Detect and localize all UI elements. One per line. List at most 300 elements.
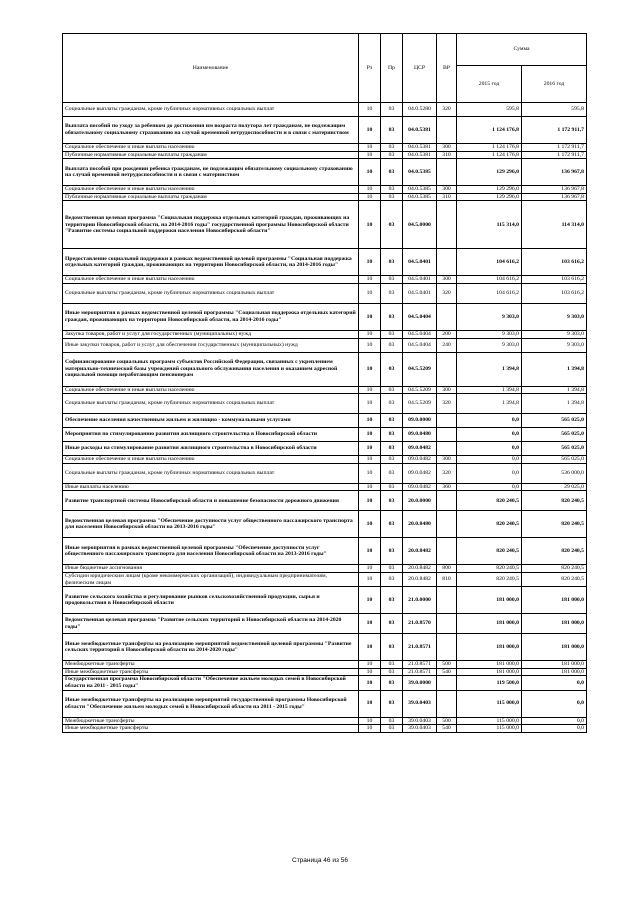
cell-s2016: 0,0 xyxy=(522,725,587,733)
cell-vr xyxy=(437,587,457,614)
cell-name: Развитие транспортной системы Новосибирской области и повышение безопасности дорожного движения xyxy=(63,491,359,511)
header-vr: ВР xyxy=(437,34,457,103)
cell-rz: 10 xyxy=(359,634,381,661)
table-row xyxy=(63,511,587,538)
cell-s2016: 181 000,0 xyxy=(522,614,587,634)
cell-csr: 04.0.5280 xyxy=(403,103,437,117)
cell-csr: 39.0.0000 xyxy=(403,676,437,690)
cell-csr: 09.0.0482 xyxy=(403,442,437,456)
cell-name: Социальные выплаты гражданам, кроме публичных нормативных социальных выплат xyxy=(63,103,359,117)
cell-s2015: 9 303,0 xyxy=(457,338,522,352)
cell-csr: 04.0.5381 xyxy=(403,144,437,152)
cell-pr: 03 xyxy=(381,491,403,511)
cell-vr: 500 xyxy=(437,717,457,725)
cell-pr: 03 xyxy=(381,283,403,303)
table-row xyxy=(63,668,587,676)
cell-vr: 310 xyxy=(437,151,457,159)
cell-vr: 300 xyxy=(437,186,457,194)
cell-pr: 03 xyxy=(381,352,403,386)
table-row xyxy=(63,117,587,144)
cell-rz: 10 xyxy=(359,511,381,538)
cell-pr: 03 xyxy=(381,463,403,483)
cell-s2016: 103 616,2 xyxy=(522,283,587,303)
cell-rz: 10 xyxy=(359,717,381,725)
cell-pr: 03 xyxy=(381,511,403,538)
cell-rz: 10 xyxy=(359,394,381,414)
table-row xyxy=(63,634,587,661)
cell-s2015: 820 240,5 xyxy=(457,572,522,586)
cell-s2015: 1 394,8 xyxy=(457,394,522,414)
cell-s2015: 9 303,0 xyxy=(457,330,522,338)
cell-csr: 39.0.0403 xyxy=(403,690,437,717)
table-row xyxy=(63,428,587,442)
cell-rz: 10 xyxy=(359,151,381,159)
cell-csr: 04.5.0404 xyxy=(403,330,437,338)
cell-vr: 810 xyxy=(437,572,457,586)
cell-rz: 10 xyxy=(359,456,381,464)
cell-rz: 10 xyxy=(359,538,381,565)
cell-rz: 10 xyxy=(359,303,381,330)
cell-pr: 03 xyxy=(381,668,403,676)
table-row xyxy=(63,491,587,511)
cell-s2016: 136 967,8 xyxy=(522,186,587,194)
cell-name: Софинансирование социальных программ субъектов Российской Федерации, связанных с укреплением материально-технической базы учреждений социального обслуживания населения и оказанием адресной социальной помощи неработающим пенсионерам xyxy=(63,352,359,386)
cell-name: Социальные выплаты гражданам, кроме публичных нормативных социальных выплат xyxy=(63,283,359,303)
cell-pr: 03 xyxy=(381,414,403,428)
table-row xyxy=(63,456,587,464)
cell-s2016: 181 000,0 xyxy=(522,634,587,661)
cell-csr: 20.0.8480 xyxy=(403,511,437,538)
cell-vr xyxy=(437,538,457,565)
cell-s2015: 0,0 xyxy=(457,414,522,428)
cell-s2016: 565 025,0 xyxy=(522,428,587,442)
cell-rz: 10 xyxy=(359,491,381,511)
cell-s2016: 9 303,0 xyxy=(522,303,587,330)
cell-csr: 04.0.5385 xyxy=(403,186,437,194)
cell-s2015: 0,0 xyxy=(457,428,522,442)
cell-vr xyxy=(437,303,457,330)
cell-s2016: 103 616,2 xyxy=(522,276,587,284)
cell-s2015: 820 240,5 xyxy=(457,565,522,573)
cell-csr: 20.0.8482 xyxy=(403,538,437,565)
cell-name: Выплата пособий при рождении ребенка гражданам, не подлежащим обязательному социальному страхованию на случай временной нетрудоспособности и в связи с материнством xyxy=(63,159,359,186)
cell-csr: 21.0.0000 xyxy=(403,587,437,614)
cell-csr: 04.0.5381 xyxy=(403,151,437,159)
table-row xyxy=(63,276,587,284)
cell-vr xyxy=(437,414,457,428)
cell-csr: 04.5.5209 xyxy=(403,386,437,394)
cell-rz: 10 xyxy=(359,690,381,717)
table-row xyxy=(63,201,587,249)
cell-s2015: 129 296,0 xyxy=(457,186,522,194)
cell-s2015: 115 000,0 xyxy=(457,725,522,733)
cell-s2016: 136 967,8 xyxy=(522,193,587,201)
cell-s2015: 820 240,5 xyxy=(457,491,522,511)
table-row xyxy=(63,572,587,586)
cell-csr: 04.5.0404 xyxy=(403,338,437,352)
header-name: Наименование xyxy=(63,34,359,103)
cell-s2015: 1 124 176,8 xyxy=(457,117,522,144)
cell-s2016: 181 000,0 xyxy=(522,587,587,614)
header-2016: 2016 год xyxy=(522,66,587,103)
cell-s2015: 181 000,0 xyxy=(457,668,522,676)
cell-vr: 200 xyxy=(437,330,457,338)
cell-name: Публичные нормативные социальные выплаты гражданам xyxy=(63,193,359,201)
cell-csr: 09.0.0480 xyxy=(403,428,437,442)
cell-pr: 03 xyxy=(381,483,403,491)
cell-s2015: 0,0 xyxy=(457,483,522,491)
cell-s2015: 0,0 xyxy=(457,463,522,483)
cell-s2015: 115 314,0 xyxy=(457,201,522,249)
cell-csr: 39.0.0403 xyxy=(403,717,437,725)
cell-rz: 10 xyxy=(359,338,381,352)
table-row xyxy=(63,587,587,614)
cell-rz: 10 xyxy=(359,463,381,483)
cell-name: Ведомственная целевая программа "Развитие сельских территорий в Новосибирской области на 2014-2020 годы" xyxy=(63,614,359,634)
cell-name: Иные бюджетные ассигнования xyxy=(63,565,359,573)
cell-csr: 21.0.8571 xyxy=(403,661,437,669)
header-sum: Сумма xyxy=(457,34,587,66)
cell-s2015: 820 240,5 xyxy=(457,511,522,538)
cell-pr: 03 xyxy=(381,456,403,464)
table-row xyxy=(63,661,587,669)
table-body xyxy=(63,103,587,733)
table-row xyxy=(63,330,587,338)
cell-vr: 300 xyxy=(437,456,457,464)
cell-vr: 540 xyxy=(437,668,457,676)
cell-rz: 10 xyxy=(359,587,381,614)
cell-csr: 21.0.8570 xyxy=(403,614,437,634)
cell-s2016: 1 394,8 xyxy=(522,394,587,414)
page-footer: Страница 46 из 56 xyxy=(292,857,348,864)
cell-name: Социальное обеспечение и иные выплаты населению xyxy=(63,456,359,464)
cell-vr: 240 xyxy=(437,338,457,352)
table-row xyxy=(63,283,587,303)
cell-s2015: 9 303,0 xyxy=(457,303,522,330)
cell-vr xyxy=(437,690,457,717)
cell-csr: 04.0.5385 xyxy=(403,159,437,186)
cell-csr: 21.0.8571 xyxy=(403,668,437,676)
cell-rz: 10 xyxy=(359,159,381,186)
table-row xyxy=(63,144,587,152)
cell-pr: 03 xyxy=(381,428,403,442)
cell-name: Иные мероприятия в рамках ведомственной целевой программы "Обеспечение доступности услуг общественного пассажирского транспорта для населения Новосибирской области на 2013-2016 годы" xyxy=(63,538,359,565)
cell-s2015: 129 296,0 xyxy=(457,193,522,201)
cell-csr: 04.5.0401 xyxy=(403,249,437,276)
table-row xyxy=(63,151,587,159)
cell-pr: 03 xyxy=(381,717,403,725)
cell-csr: 09.0.0482 xyxy=(403,463,437,483)
cell-csr: 04.5.0000 xyxy=(403,201,437,249)
cell-pr: 03 xyxy=(381,572,403,586)
cell-s2015: 129 296,0 xyxy=(457,159,522,186)
cell-vr xyxy=(437,249,457,276)
cell-pr: 03 xyxy=(381,303,403,330)
cell-name: Ведомственная целевая программа "Социальная поддержка отдельных категорий граждан, проживающих на территории Новосибирской области, на 2014-2016 годы" государственной программы Новосибирской области "Развитие системы социальной поддержки населения Новосибирской области" xyxy=(63,201,359,249)
cell-rz: 10 xyxy=(359,103,381,117)
cell-s2016: 0,0 xyxy=(522,676,587,690)
cell-pr: 03 xyxy=(381,151,403,159)
cell-pr: 03 xyxy=(381,614,403,634)
cell-vr: 320 xyxy=(437,463,457,483)
cell-csr: 04.0.5385 xyxy=(403,193,437,201)
cell-csr: 04.0.5381 xyxy=(403,117,437,144)
cell-name: Иные закупки товаров, работ и услуг для обеспечения государственных (муниципальных) нужд xyxy=(63,338,359,352)
cell-pr: 03 xyxy=(381,276,403,284)
cell-s2016: 820 240,5 xyxy=(522,538,587,565)
table-row xyxy=(63,463,587,483)
cell-pr: 03 xyxy=(381,193,403,201)
cell-name: Предоставление социальной поддержки в рамках ведомственной целевой программы "Социальная поддержка отдельных категорий граждан, проживающих на территории Новосибирской области, на 2014-2016 годы" xyxy=(63,249,359,276)
cell-rz: 10 xyxy=(359,276,381,284)
cell-name: Социальное обеспечение и иные выплаты населению xyxy=(63,386,359,394)
cell-vr xyxy=(437,352,457,386)
cell-vr xyxy=(437,634,457,661)
cell-s2015: 820 240,5 xyxy=(457,538,522,565)
cell-pr: 03 xyxy=(381,103,403,117)
cell-s2015: 0,0 xyxy=(457,456,522,464)
cell-s2016: 536 000,0 xyxy=(522,463,587,483)
cell-vr: 500 xyxy=(437,661,457,669)
table-row xyxy=(63,193,587,201)
cell-csr: 04.5.0401 xyxy=(403,276,437,284)
cell-rz: 10 xyxy=(359,565,381,573)
cell-rz: 10 xyxy=(359,193,381,201)
cell-name: Иные межбюджетные трансферты xyxy=(63,725,359,733)
cell-s2015: 181 000,0 xyxy=(457,634,522,661)
cell-pr: 03 xyxy=(381,338,403,352)
table-row xyxy=(63,614,587,634)
cell-name: Социальные выплаты гражданам, кроме публичных нормативных социальных выплат xyxy=(63,394,359,414)
cell-name: Межбюджетные трансферты xyxy=(63,717,359,725)
cell-s2016: 820 240,5 xyxy=(522,511,587,538)
cell-rz: 10 xyxy=(359,725,381,733)
cell-s2015: 595,8 xyxy=(457,103,522,117)
cell-s2015: 115 000,0 xyxy=(457,690,522,717)
cell-s2016: 565 025,0 xyxy=(522,442,587,456)
cell-s2016: 1 394,8 xyxy=(522,386,587,394)
cell-vr xyxy=(437,614,457,634)
cell-vr: 320 xyxy=(437,103,457,117)
cell-csr: 09.0.0000 xyxy=(403,414,437,428)
cell-s2015: 1 394,8 xyxy=(457,386,522,394)
cell-name: Социальное обеспечение и иные выплаты населению xyxy=(63,144,359,152)
table-row xyxy=(63,386,587,394)
cell-s2016: 565 025,0 xyxy=(522,456,587,464)
cell-pr: 03 xyxy=(381,442,403,456)
cell-csr: 20.0.8482 xyxy=(403,565,437,573)
cell-vr: 360 xyxy=(437,483,457,491)
table-row xyxy=(63,338,587,352)
cell-s2015: 181 000,0 xyxy=(457,587,522,614)
cell-pr: 03 xyxy=(381,690,403,717)
cell-name: Социальное обеспечение и иные выплаты населению xyxy=(63,276,359,284)
cell-vr xyxy=(437,117,457,144)
cell-pr: 03 xyxy=(381,634,403,661)
cell-s2015: 119 500,0 xyxy=(457,676,522,690)
cell-pr: 03 xyxy=(381,725,403,733)
cell-vr: 320 xyxy=(437,394,457,414)
cell-s2015: 1 394,8 xyxy=(457,352,522,386)
cell-rz: 10 xyxy=(359,483,381,491)
cell-rz: 10 xyxy=(359,386,381,394)
cell-s2016: 136 967,8 xyxy=(522,159,587,186)
cell-s2016: 1 172 911,7 xyxy=(522,151,587,159)
cell-name: Ведомственная целевая программа "Обеспечение доступности услуг общественного пассажирского транспорта для населения Новосибирской области на 2013-2016 годы" xyxy=(63,511,359,538)
cell-rz: 10 xyxy=(359,144,381,152)
cell-rz: 10 xyxy=(359,249,381,276)
cell-name: Иные межбюджетные трансферты на реализацию мероприятий ведомственной целевой программы "Развитие сельских территорий в Новосибирской области на 2014-2020 годы" xyxy=(63,634,359,661)
cell-s2016: 0,0 xyxy=(522,690,587,717)
cell-s2015: 1 124 176,8 xyxy=(457,144,522,152)
cell-rz: 10 xyxy=(359,201,381,249)
cell-s2016: 1 172 911,7 xyxy=(522,144,587,152)
cell-csr: 09.0.0482 xyxy=(403,456,437,464)
cell-pr: 03 xyxy=(381,394,403,414)
cell-vr xyxy=(437,676,457,690)
cell-csr: 04.5.5209 xyxy=(403,352,437,386)
cell-name: Иные выплаты населению xyxy=(63,483,359,491)
table-row xyxy=(63,352,587,386)
header-rz: Рз xyxy=(359,34,381,103)
cell-csr: 09.0.0482 xyxy=(403,483,437,491)
cell-vr xyxy=(437,201,457,249)
cell-pr: 03 xyxy=(381,186,403,194)
cell-vr xyxy=(437,511,457,538)
cell-name: Выплата пособий по уходу за ребенком до достижения им возраста полутора лет гражданам, не подлежащим обязательному социальному страхованию на случай временной нетрудоспособности и в связи с материнством xyxy=(63,117,359,144)
table-row xyxy=(63,303,587,330)
cell-rz: 10 xyxy=(359,186,381,194)
table-row xyxy=(63,538,587,565)
cell-s2016: 181 000,0 xyxy=(522,668,587,676)
header-pr: Пр xyxy=(381,34,403,103)
cell-vr: 320 xyxy=(437,283,457,303)
cell-vr xyxy=(437,442,457,456)
cell-s2015: 181 000,0 xyxy=(457,661,522,669)
cell-s2016: 9 303,0 xyxy=(522,330,587,338)
cell-s2015: 104 616,2 xyxy=(457,249,522,276)
table-row xyxy=(63,442,587,456)
cell-s2015: 1 124 176,8 xyxy=(457,151,522,159)
cell-rz: 10 xyxy=(359,676,381,690)
table-row xyxy=(63,186,587,194)
cell-s2016: 820 240,5 xyxy=(522,572,587,586)
cell-rz: 10 xyxy=(359,428,381,442)
table-row xyxy=(63,725,587,733)
cell-pr: 03 xyxy=(381,249,403,276)
cell-s2016: 820 240,5 xyxy=(522,565,587,573)
header-2015: 2015 год xyxy=(457,66,522,103)
cell-name: Социальные выплаты гражданам, кроме публичных нормативных социальных выплат xyxy=(63,463,359,483)
cell-s2015: 0,0 xyxy=(457,442,522,456)
cell-rz: 10 xyxy=(359,414,381,428)
table-row xyxy=(63,717,587,725)
cell-vr: 310 xyxy=(437,193,457,201)
cell-pr: 03 xyxy=(381,159,403,186)
cell-rz: 10 xyxy=(359,572,381,586)
cell-s2015: 115 000,0 xyxy=(457,717,522,725)
cell-rz: 10 xyxy=(359,330,381,338)
cell-s2016: 9 303,0 xyxy=(522,338,587,352)
cell-name: Закупка товаров, работ и услуг для государственных (муниципальных) нужд xyxy=(63,330,359,338)
cell-rz: 10 xyxy=(359,442,381,456)
cell-vr: 540 xyxy=(437,725,457,733)
cell-csr: 39.0.0403 xyxy=(403,725,437,733)
cell-pr: 03 xyxy=(381,565,403,573)
cell-vr xyxy=(437,491,457,511)
budget-table xyxy=(62,33,587,733)
cell-pr: 03 xyxy=(381,201,403,249)
cell-s2015: 104 616,2 xyxy=(457,276,522,284)
cell-s2016: 1 394,8 xyxy=(522,352,587,386)
cell-csr: 20.0.0000 xyxy=(403,491,437,511)
cell-rz: 10 xyxy=(359,668,381,676)
cell-name: Иные межбюджетные трансферты xyxy=(63,668,359,676)
cell-rz: 10 xyxy=(359,661,381,669)
cell-vr: 300 xyxy=(437,144,457,152)
cell-vr xyxy=(437,159,457,186)
cell-csr: 20.0.8482 xyxy=(403,572,437,586)
cell-s2016: 29 025,0 xyxy=(522,483,587,491)
table-row xyxy=(63,249,587,276)
cell-pr: 03 xyxy=(381,117,403,144)
cell-rz: 10 xyxy=(359,614,381,634)
cell-name: Субсидии юридическим лицам (кроме некоммерческих организаций), индивидуальным предпринимателям, физическим лицам xyxy=(63,572,359,586)
header-csr: ЦСР xyxy=(403,34,437,103)
cell-name: Социальное обеспечение и иные выплаты населению xyxy=(63,186,359,194)
cell-pr: 03 xyxy=(381,587,403,614)
cell-s2016: 181 000,0 xyxy=(522,661,587,669)
cell-name: Государственная программа Новосибирской области "Обеспечение жильем молодых семей в Новосибирской области на 2011 - 2015 годы" xyxy=(63,676,359,690)
cell-csr: 04.5.0404 xyxy=(403,303,437,330)
cell-vr: 300 xyxy=(437,386,457,394)
table-row xyxy=(63,676,587,690)
cell-csr: 04.5.5209 xyxy=(403,394,437,414)
cell-pr: 03 xyxy=(381,330,403,338)
cell-name: Развитие сельского хозяйства и регулирование рынков сельскохозяйственной продукции, сырья и продовольствия в Новосибирской области xyxy=(63,587,359,614)
cell-s2016: 114 314,0 xyxy=(522,201,587,249)
cell-vr: 800 xyxy=(437,565,457,573)
table-row xyxy=(63,103,587,117)
cell-pr: 03 xyxy=(381,538,403,565)
cell-name: Мероприятия по стимулированию развития жилищного строительства в Новосибирской области xyxy=(63,428,359,442)
cell-s2016: 565 025,0 xyxy=(522,414,587,428)
cell-name: Обеспечение населения качественным жильем и жилищно - коммунальными услугами xyxy=(63,414,359,428)
cell-rz: 10 xyxy=(359,352,381,386)
table-row xyxy=(63,483,587,491)
cell-name: Иные межбюджетные трансферты на реализацию мероприятий государственной программы Новосибирской области "Обеспечение жильем молодых семей в Новосибирской области на 2011 - 2015 годы" xyxy=(63,690,359,717)
table-row xyxy=(63,690,587,717)
cell-s2015: 181 000,0 xyxy=(457,614,522,634)
table-row xyxy=(63,394,587,414)
cell-csr: 21.0.8571 xyxy=(403,634,437,661)
cell-pr: 03 xyxy=(381,386,403,394)
cell-vr: 300 xyxy=(437,276,457,284)
cell-s2016: 0,0 xyxy=(522,717,587,725)
cell-rz: 10 xyxy=(359,117,381,144)
cell-s2016: 595,8 xyxy=(522,103,587,117)
table-row xyxy=(63,159,587,186)
cell-pr: 03 xyxy=(381,676,403,690)
cell-name: Межбюджетные трансферты xyxy=(63,661,359,669)
cell-s2015: 104 616,2 xyxy=(457,283,522,303)
cell-pr: 03 xyxy=(381,144,403,152)
table-row xyxy=(63,414,587,428)
cell-rz: 10 xyxy=(359,283,381,303)
cell-name: Публичные нормативные социальные выплаты гражданам xyxy=(63,151,359,159)
cell-s2016: 820 240,5 xyxy=(522,491,587,511)
cell-name: Иные расходы на стимулирование развития жилищного строительства в Новосибирской области xyxy=(63,442,359,456)
